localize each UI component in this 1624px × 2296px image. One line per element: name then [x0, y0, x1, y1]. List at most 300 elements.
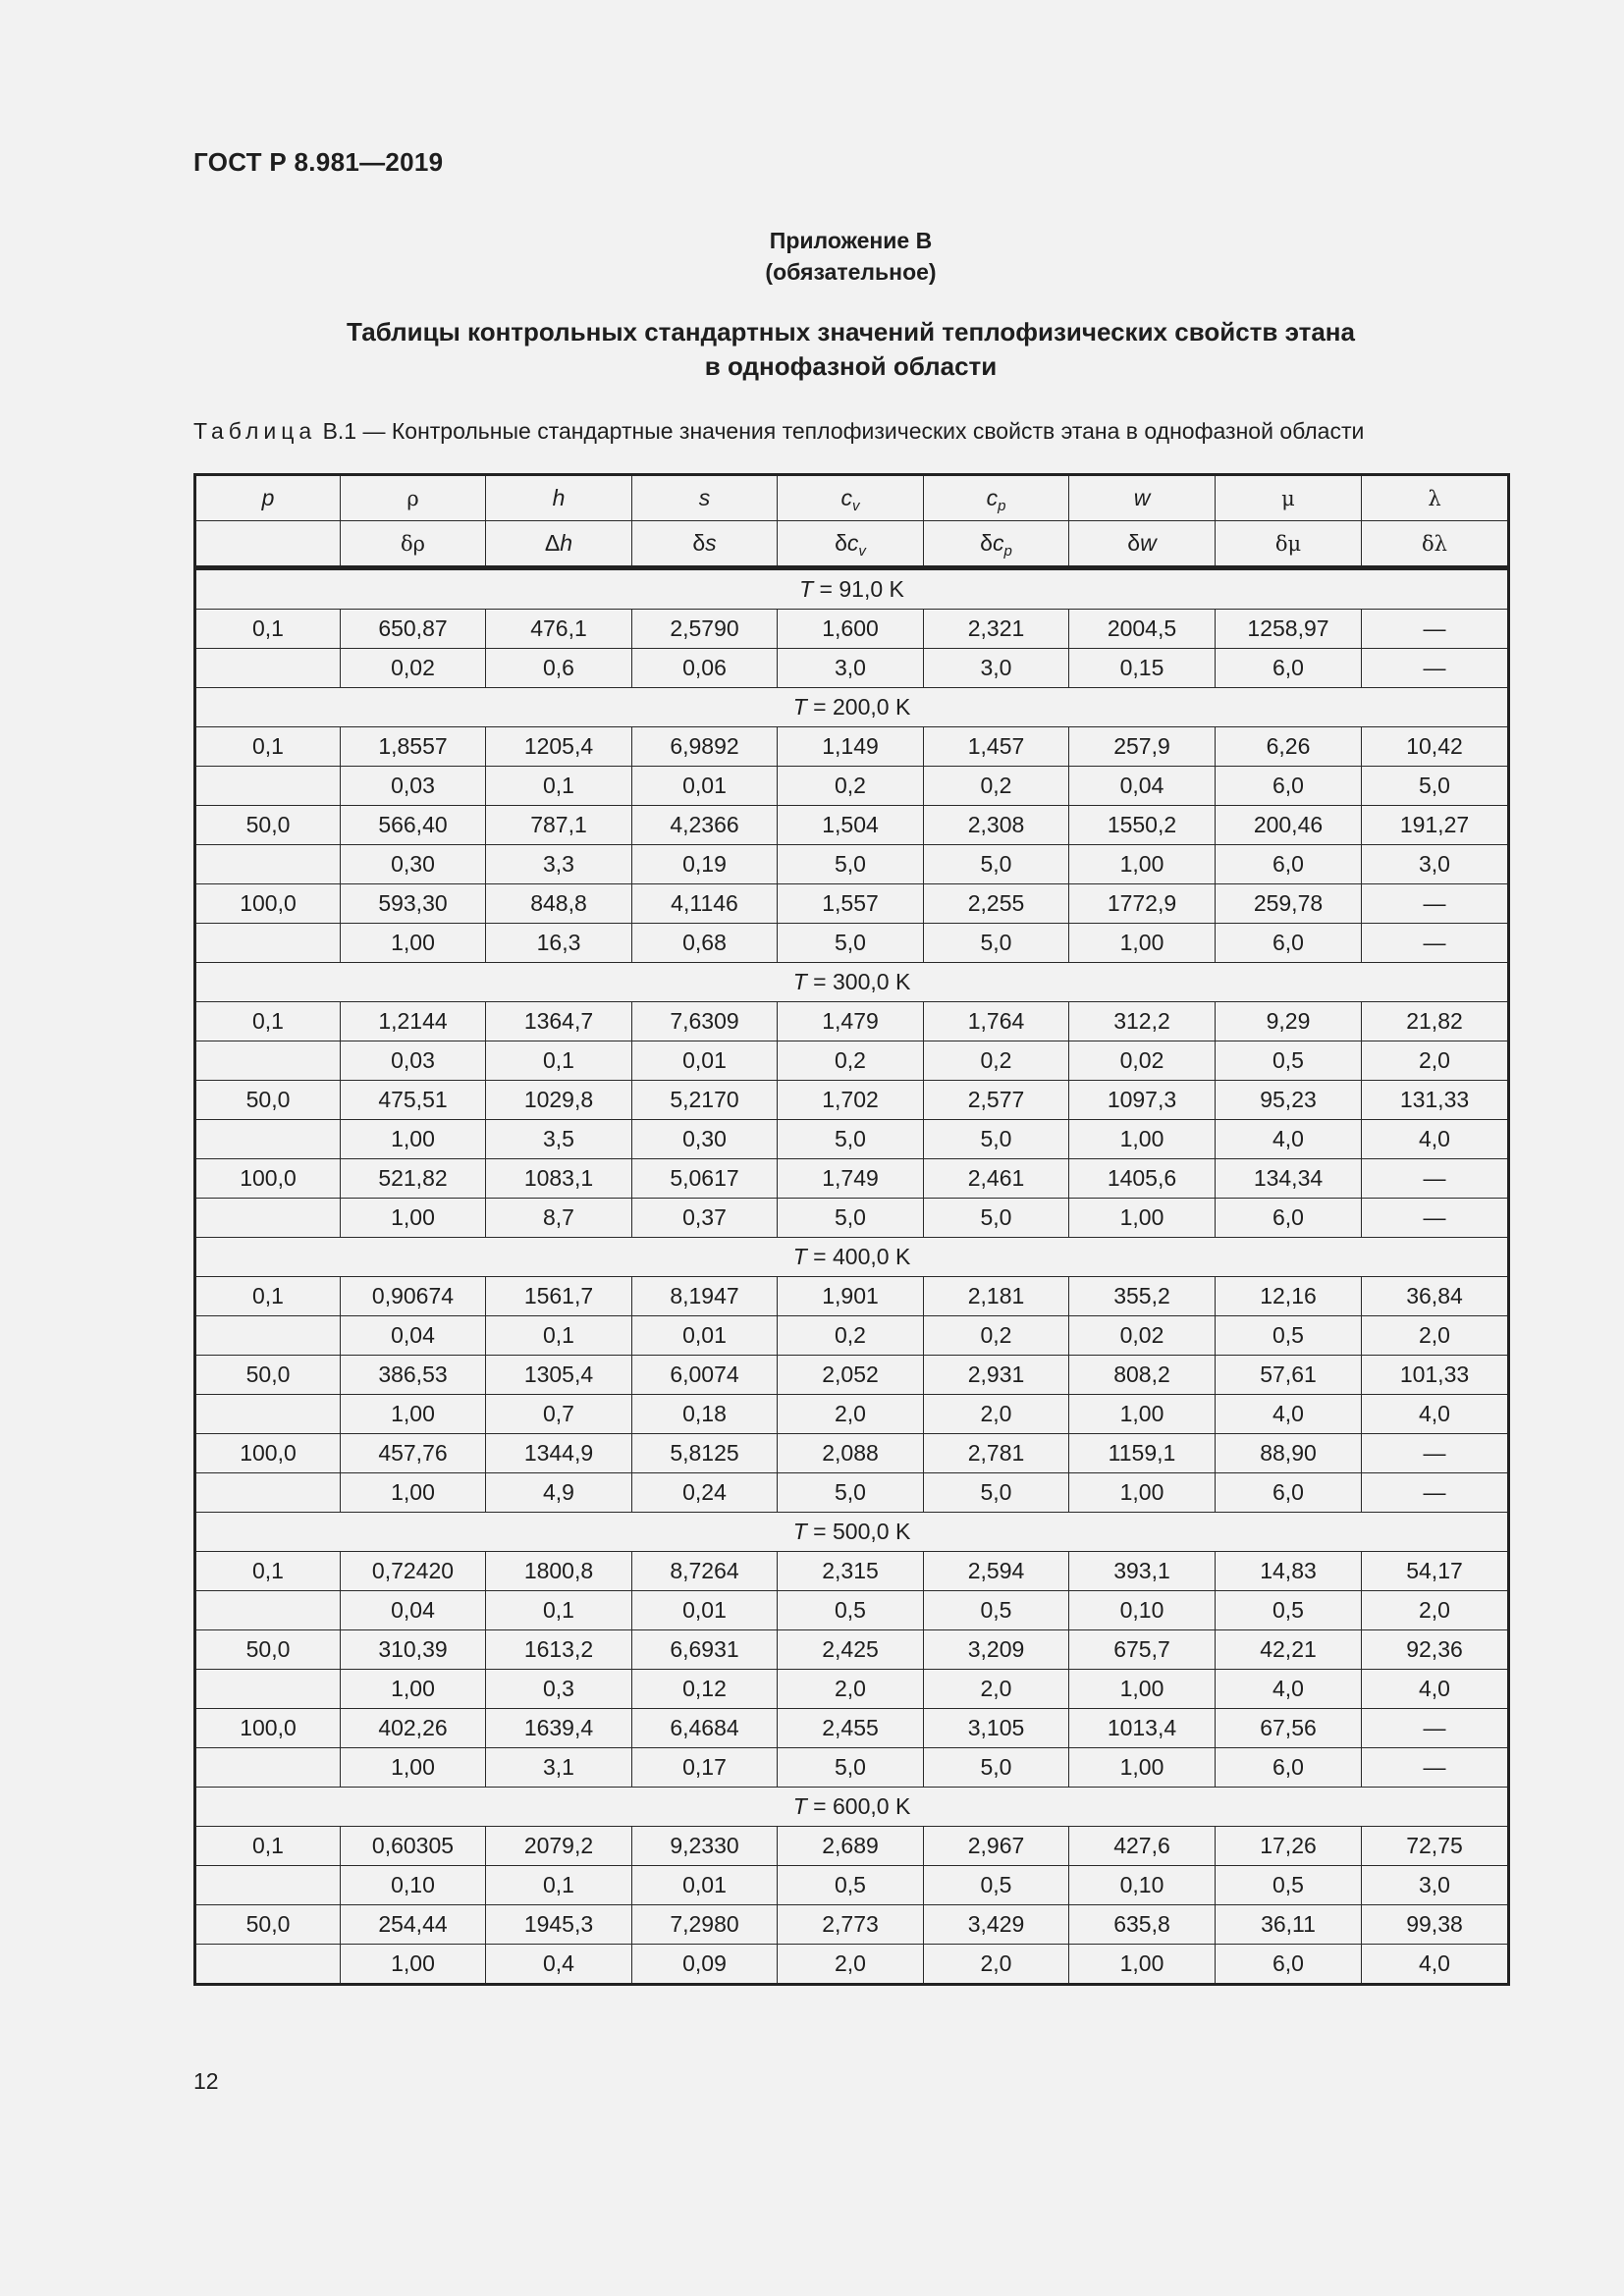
table-cell: 1205,4 — [486, 727, 632, 767]
header-cell: δλ — [1362, 521, 1509, 568]
appendix-status: (обязательное) — [765, 259, 937, 285]
table-cell: 2,5790 — [632, 610, 778, 649]
table-cell: — — [1362, 1159, 1509, 1199]
table-cell: 2,594 — [924, 1552, 1069, 1591]
table-cell: 0,72420 — [341, 1552, 486, 1591]
table-cell: 0,5 — [1216, 1866, 1362, 1905]
table-cell: 191,27 — [1362, 806, 1509, 845]
table-cell: 1,00 — [341, 1473, 486, 1513]
table-cell: 5,2170 — [632, 1081, 778, 1120]
table-cell: 67,56 — [1216, 1709, 1362, 1748]
table-cell: 1,457 — [924, 727, 1069, 767]
table-cell: 2,461 — [924, 1159, 1069, 1199]
table-cell: 1,479 — [778, 1002, 924, 1041]
table-cell — [195, 767, 341, 806]
uncertainty-row — [195, 1591, 1509, 1630]
table-cell: 50,0 — [195, 1905, 341, 1945]
table-cell — [195, 1866, 341, 1905]
uncertainty-row — [195, 1120, 1509, 1159]
table-cell: 1,00 — [1069, 1120, 1216, 1159]
table-cell: 6,0074 — [632, 1356, 778, 1395]
table-cell: 1550,2 — [1069, 806, 1216, 845]
table-cell: 92,36 — [1362, 1630, 1509, 1670]
table-cell: 16,3 — [486, 924, 632, 963]
table-cell: 0,1 — [195, 1002, 341, 1041]
table-cell: 5,0 — [1362, 767, 1509, 806]
table-cell: 100,0 — [195, 1434, 341, 1473]
table-cell: 0,1 — [195, 1827, 341, 1866]
table-cell: 8,7264 — [632, 1552, 778, 1591]
header-cell: h — [486, 475, 632, 521]
header-cell: δs — [632, 521, 778, 568]
table-cell: 1,00 — [1069, 1670, 1216, 1709]
header-cell: p — [195, 475, 341, 521]
table-cell: 0,2 — [778, 767, 924, 806]
table-cell: 0,4 — [486, 1945, 632, 1985]
header-cell: λ — [1362, 475, 1509, 521]
table-cell: 0,01 — [632, 1866, 778, 1905]
table-cell: 0,1 — [486, 1591, 632, 1630]
table-cell: 0,04 — [341, 1591, 486, 1630]
table-cell — [195, 1670, 341, 1709]
table-cell: 8,7 — [486, 1199, 632, 1238]
value-row — [195, 1081, 1509, 1120]
table-cell: 0,06 — [632, 649, 778, 688]
table-cell: 6,0 — [1216, 1199, 1362, 1238]
header-cell: w — [1069, 475, 1216, 521]
table-cell: 6,0 — [1216, 845, 1362, 884]
table-cell: 12,16 — [1216, 1277, 1362, 1316]
table-cell: 0,60305 — [341, 1827, 486, 1866]
table-cell: 0,2 — [778, 1041, 924, 1081]
table-cell: 4,0 — [1216, 1120, 1362, 1159]
table-cell: 2004,5 — [1069, 610, 1216, 649]
table-cell: 1,557 — [778, 884, 924, 924]
table-cell: 0,03 — [341, 1041, 486, 1081]
table-cell: 99,38 — [1362, 1905, 1509, 1945]
table-cell: 808,2 — [1069, 1356, 1216, 1395]
table-cell: 0,15 — [1069, 649, 1216, 688]
table-cell: 88,90 — [1216, 1434, 1362, 1473]
temperature-label: T = 400,0 K — [195, 1238, 1509, 1277]
table-cell: 1561,7 — [486, 1277, 632, 1316]
table-cell: 1,00 — [341, 1120, 486, 1159]
table-cell: 566,40 — [341, 806, 486, 845]
table-cell: 9,29 — [1216, 1002, 1362, 1041]
table-cell: 200,46 — [1216, 806, 1362, 845]
table-cell: 0,7 — [486, 1395, 632, 1434]
table-cell: 14,83 — [1216, 1552, 1362, 1591]
table-cell: 2,773 — [778, 1905, 924, 1945]
table-cell: 5,0 — [924, 1199, 1069, 1238]
table-cell: 457,76 — [341, 1434, 486, 1473]
table-cell: 0,2 — [924, 1316, 1069, 1356]
table-cell: — — [1362, 924, 1509, 963]
table-cell: 0,10 — [1069, 1866, 1216, 1905]
table-cell: 3,1 — [486, 1748, 632, 1788]
table-cell: 1,764 — [924, 1002, 1069, 1041]
table-cell: 0,02 — [1069, 1041, 1216, 1081]
table-cell: 0,1 — [195, 610, 341, 649]
uncertainty-row — [195, 924, 1509, 963]
table-cell: 2,088 — [778, 1434, 924, 1473]
table-cell: 7,2980 — [632, 1905, 778, 1945]
table-cell — [195, 924, 341, 963]
table-cell: 0,1 — [486, 1866, 632, 1905]
table-cell: 2079,2 — [486, 1827, 632, 1866]
value-row — [195, 1905, 1509, 1945]
uncertainty-row — [195, 1316, 1509, 1356]
table-cell: 0,2 — [924, 767, 1069, 806]
table-cell: 2,0 — [778, 1945, 924, 1985]
table-cell: 6,0 — [1216, 1748, 1362, 1788]
table-cell — [195, 649, 341, 688]
table-cell: 0,18 — [632, 1395, 778, 1434]
table-cell: 5,0 — [778, 1473, 924, 1513]
table-cell: 0,01 — [632, 1041, 778, 1081]
temperature-label: T = 600,0 K — [195, 1788, 1509, 1827]
table-cell: — — [1362, 1434, 1509, 1473]
table-cell: 2,308 — [924, 806, 1069, 845]
table-cell: 1,901 — [778, 1277, 924, 1316]
table-cell: 0,1 — [486, 1316, 632, 1356]
table-cell: 1,00 — [341, 924, 486, 963]
header-cell: δρ — [341, 521, 486, 568]
table-cell: 0,6 — [486, 649, 632, 688]
table-cell: 2,0 — [778, 1670, 924, 1709]
table-cell — [195, 1945, 341, 1985]
appendix-label: Приложение В — [769, 228, 933, 253]
table-cell: 0,5 — [1216, 1041, 1362, 1081]
table-cell: 50,0 — [195, 1081, 341, 1120]
table-cell: 6,6931 — [632, 1630, 778, 1670]
header-cell: $\delta c_v$ — [778, 521, 924, 568]
table-cell: 50,0 — [195, 806, 341, 845]
table-cell: 101,33 — [1362, 1356, 1509, 1395]
table-cell: 100,0 — [195, 884, 341, 924]
appendix-title — [0, 315, 1624, 384]
header-cell: δμ — [1216, 521, 1362, 568]
table-cell: 5,0 — [778, 1748, 924, 1788]
table-cell: 1159,1 — [1069, 1434, 1216, 1473]
table-cell: 355,2 — [1069, 1277, 1216, 1316]
header-cell: s — [632, 475, 778, 521]
table-cell: 254,44 — [341, 1905, 486, 1945]
table-cell — [195, 1748, 341, 1788]
value-row — [195, 1434, 1509, 1473]
table-cell: 2,781 — [924, 1434, 1069, 1473]
table-cell: 2,0 — [924, 1670, 1069, 1709]
table-cell: 1405,6 — [1069, 1159, 1216, 1199]
table-cell: 402,26 — [341, 1709, 486, 1748]
temperature-row — [195, 568, 1509, 610]
table-cell: 3,429 — [924, 1905, 1069, 1945]
table-caption-prefix: Таблица — [193, 418, 317, 444]
table-cell: 0,24 — [632, 1473, 778, 1513]
table-cell: 1,149 — [778, 727, 924, 767]
table-cell: — — [1362, 649, 1509, 688]
table-cell: 5,0 — [924, 845, 1069, 884]
table-cell: 2,0 — [778, 1395, 924, 1434]
table-cell: 0,37 — [632, 1199, 778, 1238]
header-cell: $c_p$ — [924, 475, 1069, 521]
table-cell: 7,6309 — [632, 1002, 778, 1041]
table-cell: 2,455 — [778, 1709, 924, 1748]
table-cell: 2,0 — [1362, 1041, 1509, 1081]
table-cell: 3,5 — [486, 1120, 632, 1159]
table-cell: 4,0 — [1362, 1395, 1509, 1434]
table-cell: 5,0 — [778, 924, 924, 963]
table-cell: 0,30 — [632, 1120, 778, 1159]
table-cell: 0,03 — [341, 767, 486, 806]
table-cell: 0,1 — [195, 1552, 341, 1591]
table-cell: 6,0 — [1216, 924, 1362, 963]
table-cell: 1083,1 — [486, 1159, 632, 1199]
value-row — [195, 1159, 1509, 1199]
table-cell: 4,0 — [1362, 1670, 1509, 1709]
table-cell: 0,01 — [632, 767, 778, 806]
table-cell: 100,0 — [195, 1709, 341, 1748]
table-cell: 1,504 — [778, 806, 924, 845]
table-cell — [195, 845, 341, 884]
table-cell: 0,1 — [195, 1277, 341, 1316]
table-caption — [193, 418, 1364, 445]
value-row — [195, 727, 1509, 767]
appendix-heading — [0, 225, 1624, 288]
table-cell: 0,02 — [341, 649, 486, 688]
value-row — [195, 884, 1509, 924]
table-cell: 1,00 — [1069, 1748, 1216, 1788]
table-cell: 1,8557 — [341, 727, 486, 767]
table-cell: 72,75 — [1362, 1827, 1509, 1866]
table-cell: 2,321 — [924, 610, 1069, 649]
table-cell: 521,82 — [341, 1159, 486, 1199]
table-cell: 6,9892 — [632, 727, 778, 767]
value-row — [195, 1277, 1509, 1316]
uncertainty-row — [195, 1945, 1509, 1985]
temperature-row — [195, 963, 1509, 1002]
table-cell: — — [1362, 610, 1509, 649]
table-cell: 475,51 — [341, 1081, 486, 1120]
table-cell: 134,34 — [1216, 1159, 1362, 1199]
table-cell: 2,0 — [924, 1395, 1069, 1434]
table-cell: 0,30 — [341, 845, 486, 884]
table-cell: 5,0 — [924, 924, 1069, 963]
table-cell: 131,33 — [1362, 1081, 1509, 1120]
temperature-row — [195, 1238, 1509, 1277]
header-row-uncertainty — [195, 521, 1509, 568]
table-cell: 0,3 — [486, 1670, 632, 1709]
table-cell: 100,0 — [195, 1159, 341, 1199]
table-cell: 0,2 — [924, 1041, 1069, 1081]
table-cell: 1,600 — [778, 610, 924, 649]
table-cell: 36,11 — [1216, 1905, 1362, 1945]
table-cell: 3,0 — [924, 649, 1069, 688]
table-cell: 50,0 — [195, 1630, 341, 1670]
table-cell: 257,9 — [1069, 727, 1216, 767]
table-cell: 0,2 — [778, 1316, 924, 1356]
table-cell: 1639,4 — [486, 1709, 632, 1748]
table-cell: 1,749 — [778, 1159, 924, 1199]
table-cell: 1,00 — [341, 1395, 486, 1434]
value-row — [195, 610, 1509, 649]
table-cell: 476,1 — [486, 610, 632, 649]
document-code: ГОСТ Р 8.981—2019 — [193, 147, 444, 177]
temperature-label: T = 500,0 K — [195, 1513, 1509, 1552]
table-cell: 1,00 — [1069, 1395, 1216, 1434]
table-cell: 0,5 — [1216, 1591, 1362, 1630]
page-number: 12 — [193, 2068, 219, 2094]
appendix-title-line2: в однофазной области — [704, 351, 998, 381]
table-cell: 4,0 — [1362, 1945, 1509, 1985]
table-cell: 0,01 — [632, 1316, 778, 1356]
table-cell: — — [1362, 1748, 1509, 1788]
table-cell: 0,90674 — [341, 1277, 486, 1316]
table-cell: 0,5 — [778, 1866, 924, 1905]
table-cell: 675,7 — [1069, 1630, 1216, 1670]
table-body — [195, 475, 1509, 1985]
table-cell: 787,1 — [486, 806, 632, 845]
table-cell: 2,052 — [778, 1356, 924, 1395]
header-row-symbols — [195, 475, 1509, 521]
temperature-label: T = 300,0 K — [195, 963, 1509, 1002]
table-cell: 0,12 — [632, 1670, 778, 1709]
table-cell: 5,0617 — [632, 1159, 778, 1199]
properties-table — [193, 473, 1510, 1986]
table-cell: 0,02 — [1069, 1316, 1216, 1356]
table-cell: 2,689 — [778, 1827, 924, 1866]
table-cell: 95,23 — [1216, 1081, 1362, 1120]
table-cell: 6,0 — [1216, 649, 1362, 688]
table-cell: 427,6 — [1069, 1827, 1216, 1866]
table-cell: 50,0 — [195, 1356, 341, 1395]
value-row — [195, 806, 1509, 845]
table-cell: — — [1362, 1199, 1509, 1238]
table-cell: 1029,8 — [486, 1081, 632, 1120]
table-cell: 1,00 — [341, 1748, 486, 1788]
table-cell: 259,78 — [1216, 884, 1362, 924]
table-cell: 2,425 — [778, 1630, 924, 1670]
table-cell — [195, 1199, 341, 1238]
table-cell: 5,0 — [924, 1120, 1069, 1159]
table-cell: 1,00 — [1069, 1473, 1216, 1513]
uncertainty-row — [195, 1041, 1509, 1081]
uncertainty-row — [195, 1866, 1509, 1905]
table-cell: 0,1 — [195, 727, 341, 767]
table-cell: 4,9 — [486, 1473, 632, 1513]
table-cell: 0,1 — [486, 1041, 632, 1081]
table-cell: 1,00 — [341, 1945, 486, 1985]
table-cell: 312,2 — [1069, 1002, 1216, 1041]
table-cell: 1,00 — [1069, 1199, 1216, 1238]
table-cell: 1800,8 — [486, 1552, 632, 1591]
table-cell: 4,0 — [1216, 1395, 1362, 1434]
table-cell: 4,1146 — [632, 884, 778, 924]
table-cell: 2,181 — [924, 1277, 1069, 1316]
uncertainty-row — [195, 1473, 1509, 1513]
table-cell: 17,26 — [1216, 1827, 1362, 1866]
value-row — [195, 1356, 1509, 1395]
table-cell: 8,1947 — [632, 1277, 778, 1316]
temperature-label: T = 91,0 K — [195, 568, 1509, 610]
table-cell: 2,0 — [924, 1945, 1069, 1985]
table-cell: 0,09 — [632, 1945, 778, 1985]
table-cell: 10,42 — [1362, 727, 1509, 767]
table-cell: 0,19 — [632, 845, 778, 884]
uncertainty-row — [195, 767, 1509, 806]
table-cell: 650,87 — [341, 610, 486, 649]
table-cell: 1613,2 — [486, 1630, 632, 1670]
value-row — [195, 1827, 1509, 1866]
table-cell: 1945,3 — [486, 1905, 632, 1945]
header-cell — [195, 521, 341, 568]
value-row — [195, 1552, 1509, 1591]
table-cell: 0,1 — [486, 767, 632, 806]
table-cell: 3,0 — [1362, 1866, 1509, 1905]
table-cell: 1,00 — [341, 1199, 486, 1238]
table-cell: 5,0 — [924, 1748, 1069, 1788]
table-cell: 0,5 — [778, 1591, 924, 1630]
table-cell: 3,0 — [1362, 845, 1509, 884]
header-cell: Δh — [486, 521, 632, 568]
table-cell: 21,82 — [1362, 1002, 1509, 1041]
table-cell: 1364,7 — [486, 1002, 632, 1041]
table-cell: 3,3 — [486, 845, 632, 884]
table-cell: 6,0 — [1216, 767, 1362, 806]
table-cell: — — [1362, 1473, 1509, 1513]
table-cell: 848,8 — [486, 884, 632, 924]
table-cell: 0,5 — [924, 1591, 1069, 1630]
table-cell: 2,315 — [778, 1552, 924, 1591]
table-cell: 1,00 — [341, 1670, 486, 1709]
table-cell — [195, 1120, 341, 1159]
table-cell: 1772,9 — [1069, 884, 1216, 924]
table-cell: 2,0 — [1362, 1591, 1509, 1630]
table-cell: 5,0 — [924, 1473, 1069, 1513]
table-cell: 57,61 — [1216, 1356, 1362, 1395]
table-cell: 3,0 — [778, 649, 924, 688]
table-cell: 6,4684 — [632, 1709, 778, 1748]
table-cell: 0,04 — [341, 1316, 486, 1356]
table-cell: 4,0 — [1362, 1120, 1509, 1159]
uncertainty-row — [195, 1395, 1509, 1434]
table-cell: 0,10 — [341, 1866, 486, 1905]
table-cell: 1344,9 — [486, 1434, 632, 1473]
table-cell: 593,30 — [341, 884, 486, 924]
table-cell: 3,105 — [924, 1709, 1069, 1748]
temperature-row — [195, 1513, 1509, 1552]
uncertainty-row — [195, 1199, 1509, 1238]
table-cell: 1305,4 — [486, 1356, 632, 1395]
table-cell: 1,702 — [778, 1081, 924, 1120]
uncertainty-row — [195, 1748, 1509, 1788]
table-cell: 0,5 — [924, 1866, 1069, 1905]
table-cell: 1013,4 — [1069, 1709, 1216, 1748]
table-cell: 2,0 — [1362, 1316, 1509, 1356]
table-cell: 2,931 — [924, 1356, 1069, 1395]
table-cell: 1,00 — [1069, 1945, 1216, 1985]
table-cell: 5,8125 — [632, 1434, 778, 1473]
table-cell: 54,17 — [1362, 1552, 1509, 1591]
table-cell: 1258,97 — [1216, 610, 1362, 649]
table-cell: 6,0 — [1216, 1945, 1362, 1985]
table-cell: 635,8 — [1069, 1905, 1216, 1945]
temperature-row — [195, 688, 1509, 727]
temperature-row — [195, 1788, 1509, 1827]
table-cell: 1,00 — [1069, 845, 1216, 884]
header-cell: $c_v$ — [778, 475, 924, 521]
table-cell: — — [1362, 1709, 1509, 1748]
